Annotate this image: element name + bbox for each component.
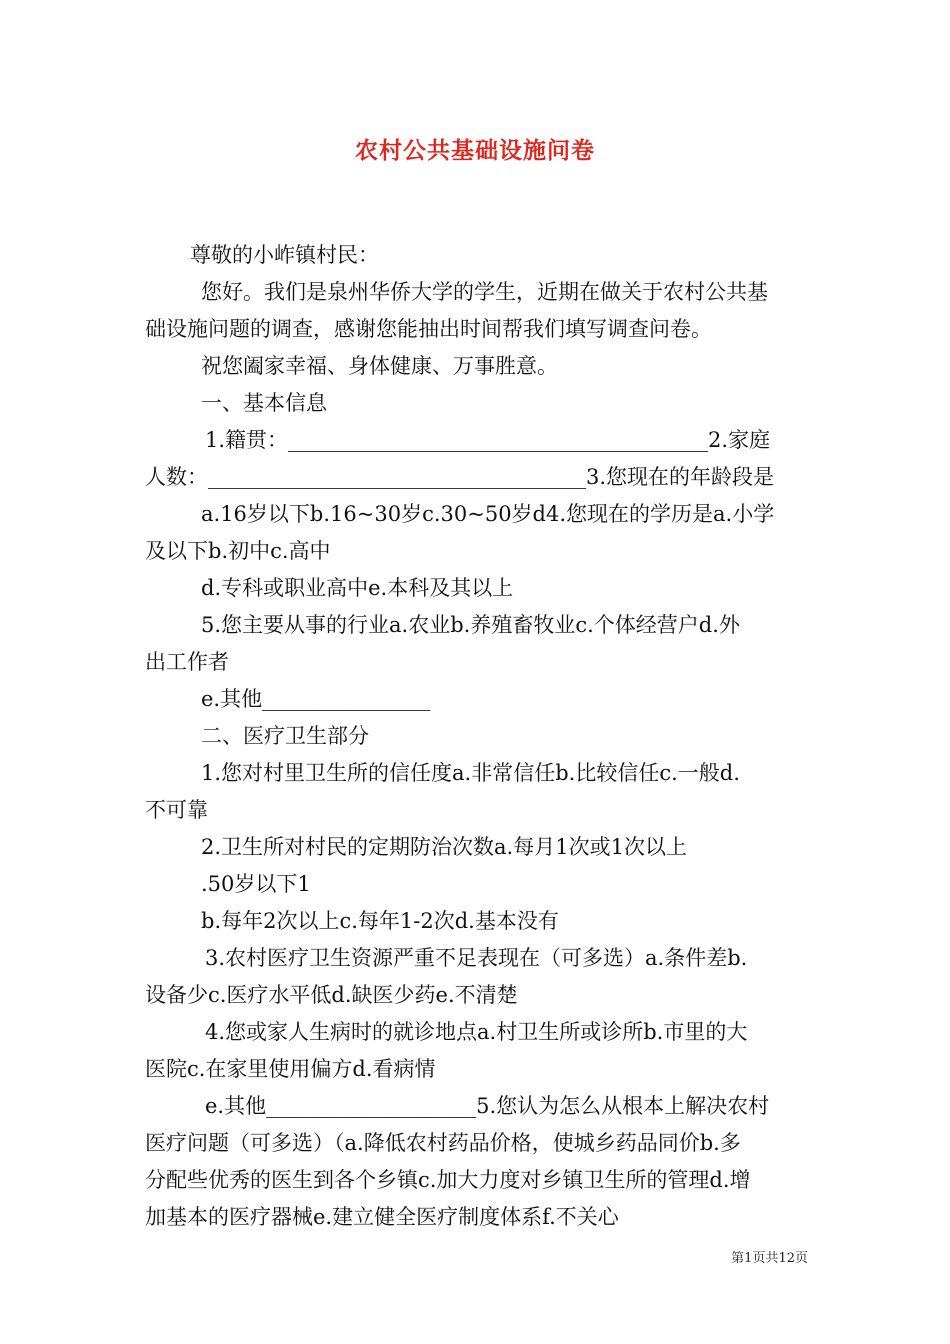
document-line: 出工作者 (145, 650, 229, 674)
document-line: 1.籍贯：________________________________________2.家庭 (205, 428, 771, 452)
document-line: 5.您主要从事的行业a.农业b.养殖畜牧业c.个体经营户d.外 (201, 613, 740, 637)
document-line: 分配些优秀的医生到各个乡镇c.加大力度对乡镇卫生所的管理d.增 (145, 1168, 751, 1192)
document-line: 祝您阖家幸福、身体健康、万事胜意。 (201, 354, 558, 378)
document-line: 尊敬的小岞镇村民： (190, 243, 379, 267)
document-line: 设备少c.医疗水平低d.缺医少药e.不清楚 (145, 983, 518, 1007)
document-line: 二、医疗卫生部分 (201, 724, 369, 748)
document-line: 及以下b.初中c.高中 (145, 539, 331, 563)
document-body (145, 237, 815, 1236)
document-line: 一、基本信息 (201, 391, 327, 415)
document-line: 加基本的医疗器械e.建立健全医疗制度体系f.不关心 (145, 1205, 619, 1229)
document-line: 2.卫生所对村民的定期防治次数a.每月1次或1次以上 (201, 835, 687, 859)
document-line: 1.您对村里卫生所的信任度a.非常信任b.比较信任c.一般d. (201, 761, 740, 785)
document-line: a.16岁以下b.16~30岁c.30~50岁d4.您现在的学历是a.小学 (201, 502, 775, 526)
document-line: 您好。我们是泉州华侨大学的学生，近期在做关于农村公共基 (201, 280, 768, 304)
document-line: 人数：____________________________________3.您现在的年龄段是 (145, 465, 775, 489)
document-line: b.每年2次以上c.每年1-2次d.基本没有 (201, 909, 559, 933)
document-line: 不可靠 (145, 798, 208, 822)
document-line: d.专科或职业高中e.本科及其以上 (201, 576, 514, 600)
document-line: e.其他________________ (201, 687, 431, 711)
document-line: 医院c.在家里使用偏方d.看病情 (145, 1057, 436, 1081)
document-line: e.其他____________________5.您认为怎么从根本上解决农村 (205, 1094, 770, 1118)
document-line: .50岁以下1 (201, 872, 311, 896)
document-line: 础设施问题的调查，感谢您能抽出时间帮我们填写调查问卷。 (145, 317, 712, 341)
document-line: 医疗问题（可多选）（a.降低农村药品价格，使城乡药品同价b.多 (145, 1131, 741, 1155)
document-line: 3.农村医疗卫生资源严重不足表现在（可多选）a.条件差b. (205, 946, 748, 970)
document-line: 4.您或家人生病时的就诊地点a.村卫生所或诊所b.市里的大 (205, 1020, 748, 1044)
page-title: 农村公共基础设施问卷 (355, 137, 595, 164)
page-footer: 第1页共12页 (731, 1251, 808, 1266)
